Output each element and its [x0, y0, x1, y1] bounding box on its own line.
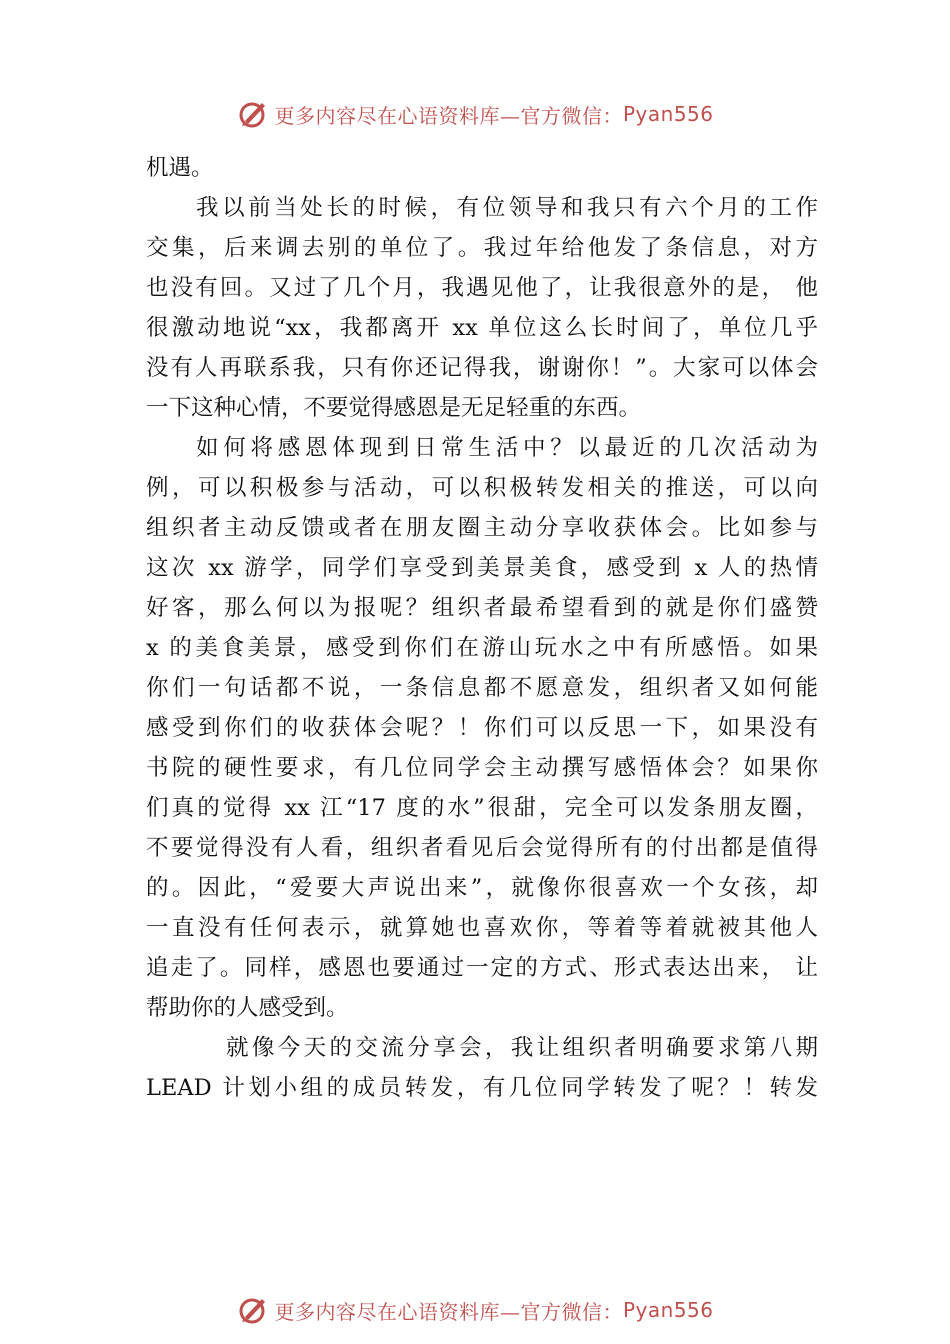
text-line: 感受到你们的收获体会呢？！你们可以反思一下，如果没有 — [146, 715, 818, 741]
text-line: 如何将感恩体现到日常生活中？以最近的几次活动为 — [196, 435, 818, 461]
footer-banner — [0, 1290, 950, 1330]
header-banner — [0, 94, 950, 134]
header-banner-text: 更多内容尽在心语资料库—官方微信： — [274, 103, 623, 128]
text-line: 交集，后来调去别的单位了。我过年给他发了条信息，对方 — [146, 235, 818, 261]
text-line: 例，可以积极参与活动，可以积极转发相关的推送，可以向 — [146, 475, 818, 501]
document-body — [146, 148, 818, 1108]
text-line: 组织者主动反馈或者在朋友圈主动分享收获体会。比如参与 — [146, 515, 818, 541]
text-line: 们真的觉得 xx 江“17 度的水”很甜，完全可以发条朋友圈， — [146, 795, 818, 821]
text-line: 的。因此，“爱要大声说出来”，就像你很喜欢一个女孩，却 — [146, 875, 818, 901]
footer-banner-text: 更多内容尽在心语资料库—官方微信： — [274, 1299, 623, 1324]
footer-wechat-id: Pyan556 — [622, 1298, 714, 1322]
text-line: 一直没有任何表示，就算她也喜欢你，等着等着就被其他人 — [146, 915, 818, 941]
text-line: 好客，那么何以为报呢？组织者最希望看到的就是你们盛赞 — [146, 595, 818, 621]
pen-circle-logo-icon — [236, 1293, 270, 1327]
text-line: 追走了。同样，感恩也要通过一定的方式、形式表达出来， 让 — [146, 955, 818, 981]
text-line: 你们一句话都不说，一条信息都不愿意发，组织者又如何能 — [146, 675, 818, 701]
text-line: 帮助你的人感受到。 — [146, 995, 349, 1021]
pen-circle-logo-icon — [236, 97, 270, 131]
text-line: 不要觉得没有人看，组织者看见后会觉得所有的付出都是值得 — [146, 835, 818, 861]
text-line: 也没有回。又过了几个月，我遇见他了，让我很意外的是， 他 — [146, 275, 818, 301]
text-line: 很激动地说“xx，我都离开 xx 单位这么长时间了，单位几乎 — [146, 315, 818, 341]
text-line: LEAD 计划小组的成员转发，有几位同学转发了呢？！转发 — [146, 1075, 818, 1101]
text-line: 我以前当处长的时候，有位领导和我只有六个月的工作 — [196, 195, 818, 221]
text-line: 书院的硬性要求，有几位同学会主动撰写感悟体会？如果你 — [146, 755, 818, 781]
text-line: 就像今天的交流分享会，我让组织者明确要求第八期 — [226, 1035, 818, 1061]
text-line: x 的美食美景，感受到你们在游山玩水之中有所感悟。如果 — [146, 635, 818, 661]
text-line: 一下这种心情，不要觉得感恩是无足轻重的东西。 — [146, 395, 642, 421]
header-wechat-id: Pyan556 — [622, 102, 714, 126]
text-line: 机遇。 — [146, 155, 214, 181]
text-line: 没有人再联系我，只有你还记得我，谢谢你！”。大家可以体会 — [146, 355, 818, 381]
text-line: 这次 xx 游学，同学们享受到美景美食，感受到 x 人的热情 — [146, 555, 818, 581]
